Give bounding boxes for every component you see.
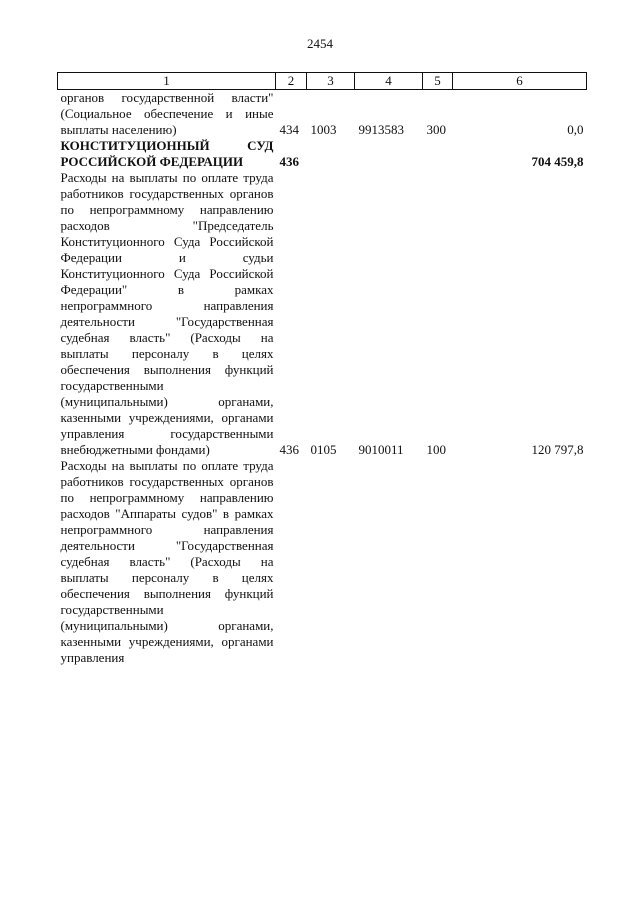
row-description: Расходы на выплаты по оплате труда работников государственных органов по непрограммному направлению расходов "Аппараты судов" в рамках непрограммного направления деятельности "Государственная судебная власть" (Расходы на выплаты персоналу в целях обеспечения выполнения функций государственными (муниципальными) органами, казенными учреждениями, органами управления [60,458,274,665]
organization-total: 704 459,8 [531,154,584,169]
row-amount: 120 797,8 [531,442,584,457]
table-row [58,458,587,666]
row-expense-type [423,458,453,666]
row-expense-type [423,138,453,170]
row-target-code: 9010011 [358,442,404,457]
row-section-code [307,458,355,666]
budget-table [57,72,587,666]
table-header [58,73,587,90]
row-amount [453,458,587,666]
row-expense-type: 100 [426,442,446,457]
row-target-code: 9913583 [358,122,404,137]
row-ministry-code: 434 [279,122,299,137]
row-description: органов государственной власти" (Социальное обеспечение и иные выплаты населению) [60,90,274,137]
row-amount: 0,0 [567,122,584,137]
table-row [58,170,587,458]
row-ministry-code [276,458,307,666]
row-section-code: 1003 [310,122,337,137]
column-number-row [58,73,587,90]
column-header-3: 3 [307,73,355,90]
row-ministry-code: 436 [279,442,299,457]
page-number: 2454 [307,36,333,51]
row-description: Расходы на выплаты по оплате труда работников государственных органов по непрограммному направлению расходов "Председатель Конституционного Суда Российской Федерации и судьи Конституционного Суда Российской Федерации" в рамках непрограммного направления деятельности "Государственная судебная власть" (Расходы на выплаты персоналу в целях обеспечения выполнения функций государственными (муниципальными) органами, казенными учреждениями, органами управления государственными внебюджетными фондами) [60,170,274,457]
row-ministry-code: 436 [279,154,299,169]
column-header-6: 6 [453,73,587,90]
column-header-1: 1 [58,73,276,90]
organization-name: КОНСТИТУЦИОННЫЙ СУД РОССИЙСКОЙ ФЕДЕРАЦИИ [60,138,274,169]
column-header-4: 4 [355,73,423,90]
row-section-code [307,138,355,170]
column-header-5: 5 [423,73,453,90]
row-target-code [355,458,423,666]
row-section-code: 0105 [310,442,337,457]
table-row [58,90,587,139]
table-body [58,90,587,667]
table-row-organization [58,138,587,170]
row-target-code [355,138,423,170]
row-expense-type: 300 [426,122,446,137]
column-header-2: 2 [276,73,307,90]
